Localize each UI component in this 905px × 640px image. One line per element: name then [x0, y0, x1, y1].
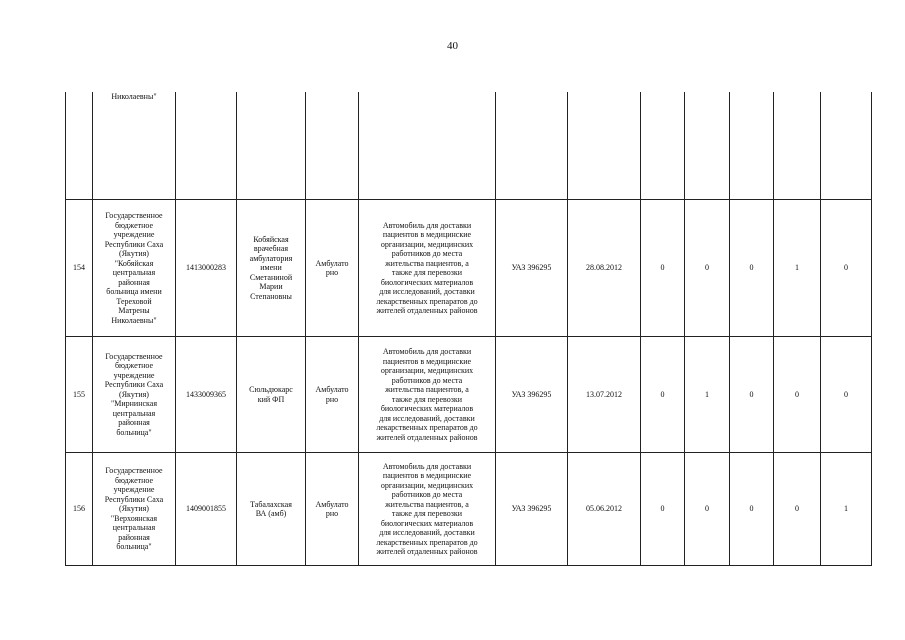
cell-count-5: 0 — [821, 337, 872, 453]
cell-type: Амбулато рно — [306, 337, 359, 453]
cell-num: 156 — [66, 453, 93, 566]
cell-purpose: Автомобиль для доставки пациентов в медицинские организации, медицинских работников до места жительства пациентов, а также для перевозки биологических материалов для исследований, доставки лекарственных препаратов до жителей отдаленных районов — [359, 337, 496, 453]
cell-organization: Государственное бюджетное учреждение Республики Саха (Якутия) "Кобяйская центральная районная больница имени Тереховой Матрены Николаевны" — [93, 200, 176, 337]
cell-count-4: 0 — [774, 337, 821, 453]
cell-organization: Государственное бюджетное учреждение Республики Саха (Якутия) "Верхоянская центральная районная больница" — [93, 453, 176, 566]
cell-count-1: 0 — [641, 337, 685, 453]
cell-facility: Табалахская ВА (амб) — [237, 453, 306, 566]
cell-facility: Сюльдюкарс кий ФП — [237, 337, 306, 453]
cell-organization: Государственное бюджетное учреждение Республики Саха (Якутия) "Мирнинская центральная районная больница" — [93, 337, 176, 453]
table-row — [66, 337, 872, 453]
vehicle-table — [65, 92, 872, 566]
cell-count-2: 1 — [685, 337, 730, 453]
cell-facility: Кобяйская врачебная амбулатория имени Сметаниной Марии Степановны — [237, 200, 306, 337]
cell-count-4: 1 — [774, 200, 821, 337]
cell-count-1: 0 — [641, 200, 685, 337]
cell-count-2: 0 — [685, 453, 730, 566]
cell-count-5: 1 — [821, 453, 872, 566]
cell-count-3: 0 — [730, 337, 774, 453]
cell-num: 155 — [66, 337, 93, 453]
cell-count-4: 0 — [774, 453, 821, 566]
cell-code: 1433009365 — [176, 337, 237, 453]
cell-count-1: 0 — [641, 453, 685, 566]
cell-count-3: 0 — [730, 453, 774, 566]
cell-type: Амбулато рно — [306, 453, 359, 566]
cell-num: 154 — [66, 200, 93, 337]
cell-vehicle: УАЗ 396295 — [496, 453, 568, 566]
cell-purpose: Автомобиль для доставки пациентов в медицинские организации, медицинских работников до места жительства пациентов, а также для перевозки биологических материалов для исследований, доставки лекарственных препаратов до жителей отдаленных районов — [359, 200, 496, 337]
cell-date: 05.06.2012 — [568, 453, 641, 566]
table-row-continuation — [66, 92, 872, 200]
cell-num — [66, 92, 93, 200]
cell-purpose: Автомобиль для доставки пациентов в медицинские организации, медицинских работников до места жительства пациентов, а также для перевозки биологических материалов для исследований, доставки лекарственных препаратов до жителей отдаленных районов — [359, 453, 496, 566]
cell-vehicle: УАЗ 396295 — [496, 337, 568, 453]
cell-type: Амбулато рно — [306, 200, 359, 337]
cell-organization: Николаевны" — [93, 92, 176, 200]
cell-date: 13.07.2012 — [568, 337, 641, 453]
cell-code: 1413000283 — [176, 200, 237, 337]
cell-count-3: 0 — [730, 200, 774, 337]
table-row — [66, 453, 872, 566]
cell-vehicle: УАЗ 396295 — [496, 200, 568, 337]
page-number: 40 — [447, 40, 458, 52]
cell-count-2: 0 — [685, 200, 730, 337]
cell-date: 28.08.2012 — [568, 200, 641, 337]
cell-code: 1409001855 — [176, 453, 237, 566]
table-row — [66, 200, 872, 337]
cell-count-5: 0 — [821, 200, 872, 337]
